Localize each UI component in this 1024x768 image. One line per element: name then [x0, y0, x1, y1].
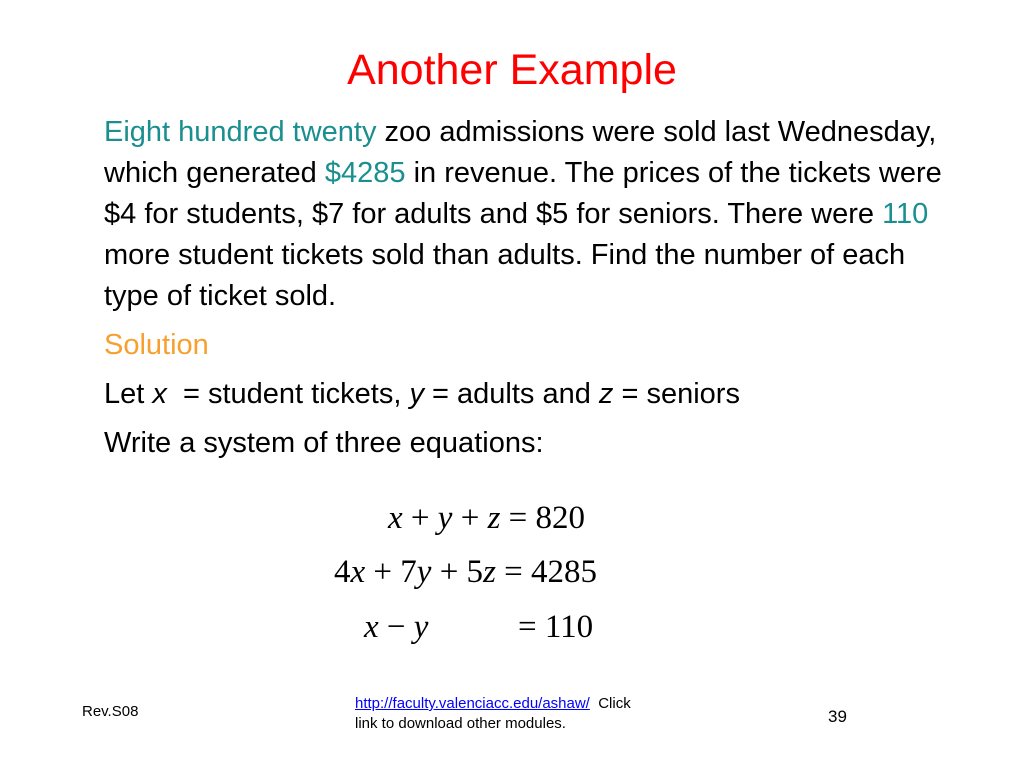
eq1-plus-1: + [402, 500, 438, 536]
eq2-coef: 4 [334, 554, 351, 590]
variable-definitions [104, 374, 964, 415]
var-x: x [152, 378, 167, 410]
eq2-rhs: = 4285 [495, 554, 598, 590]
eq2-y: y [416, 554, 432, 590]
highlight-count: Eight hundred twenty [104, 116, 377, 148]
problem-text-1: zoo admissions were sold last Wednesday, which generated [104, 116, 937, 189]
slide-title: Another Example [347, 46, 677, 94]
var-z: z [598, 378, 614, 410]
link-note-1: Click [589, 695, 631, 712]
problem-text-3: more student tickets sold than adults. Find the number of each type of ticket sold. [104, 239, 906, 312]
solution-label: Solution [104, 329, 209, 361]
equation-3 [364, 609, 428, 646]
eq3-minus: − [378, 609, 414, 645]
footer-note [355, 694, 685, 734]
let-text: Let [104, 378, 153, 410]
problem-statement [104, 112, 964, 317]
eq3-rhs: = 110 [518, 609, 594, 645]
equation-2 [334, 554, 597, 591]
slide-body [104, 112, 964, 464]
revision-label: Rev.S08 [82, 703, 139, 720]
eq1-y: y [437, 500, 453, 536]
eq2-term-3: + 5 [431, 554, 484, 590]
eq3-x: x [364, 609, 379, 645]
eq1-x: x [388, 500, 403, 536]
eq1-rhs: = 820 [500, 500, 586, 536]
equation-3-rhs [518, 609, 593, 646]
problem-text-2: in revenue. The prices of the tickets were $4 for students, $7 for adults and $5 for seniors. There were [104, 157, 942, 230]
highlight-difference: 110 [882, 198, 929, 230]
eq2-term-2: + 7 [365, 554, 417, 590]
eq2-z: z [483, 554, 496, 590]
equation-1 [388, 500, 585, 537]
instruction-line: Write a system of three equations: [104, 427, 544, 459]
eq1-plus-2: + [452, 500, 488, 536]
def-x: = student tickets, [166, 378, 410, 410]
eq3-y: y [413, 609, 429, 645]
eq1-z: z [487, 500, 501, 536]
def-y: = adults and [423, 378, 599, 410]
modules-link[interactable]: http://faculty.valenciacc.edu/ashaw/ [355, 695, 590, 712]
link-note-2: link to download other modules. [355, 715, 566, 732]
page-number: 39 [828, 707, 847, 726]
def-z: = seniors [613, 378, 740, 410]
eq2-x: x [350, 554, 366, 590]
highlight-revenue: $4285 [324, 157, 406, 189]
var-y: y [409, 378, 424, 410]
